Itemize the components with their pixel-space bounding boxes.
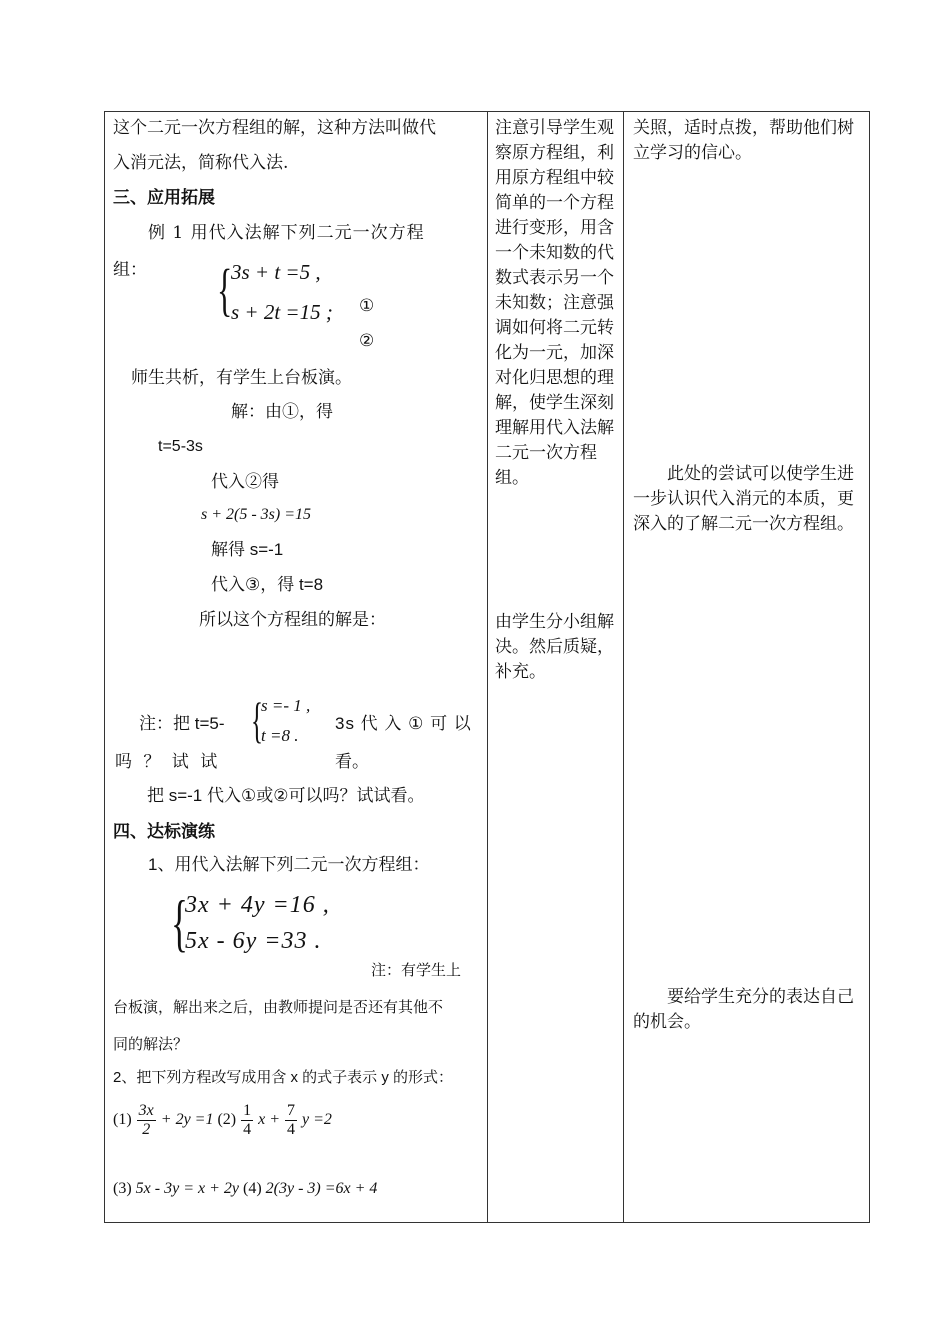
left-brace: { [217, 257, 233, 322]
exercise-title: 1、用代入法解下列二元一次方程组： [148, 855, 430, 874]
body-text: 所以这个方程组的解是： [199, 610, 386, 630]
equation: 5x - 6y =33 . [185, 928, 322, 954]
lesson-table [104, 111, 870, 1223]
equation: 5x - 3y = x + 2y [135, 1180, 239, 1197]
body-text: 代入③，得 t=8 [211, 575, 324, 594]
equation: s + 2(5 - 3s) =15 [201, 506, 312, 523]
note-text: 吗 ？ 试 试 [115, 752, 218, 772]
intro-text: 入消元法，简称代入法. [113, 153, 289, 173]
note-text: 同的解法？ [113, 1035, 189, 1053]
fraction-numerator: 3x [138, 1102, 154, 1119]
section-title: 三、应用拓展 [113, 188, 215, 208]
equation: x + [258, 1111, 281, 1129]
equation: 3s + t =5 , [231, 260, 321, 284]
example-text: 组： [113, 260, 147, 280]
fraction-numerator: 1 [243, 1102, 252, 1119]
exercise-title: 2、把下列方程改写成用含 x 的式子表示 y 的形式： [113, 1069, 454, 1086]
intro-text: 这个二元一次方程组的解，这种方法叫做代 [113, 118, 436, 138]
equation-row [113, 1102, 332, 1139]
guidance-text: 注意引导学生观察原方程组，利用原方程组中较简单的一个方程进行变形，用含一个未知数的代数式表示另一个未知数；注意强调如何将二元转化为一元，加深对化归思想的理解，使学生深刻理解用代入法解二元一次方程组。 [495, 118, 614, 488]
fraction [241, 1102, 253, 1139]
intent-text: 此处的尝试可以使学生进一步认识代入消元的本质，更深入的了解二元一次方程组。 [633, 464, 854, 534]
body-text: t=5-3s [158, 438, 203, 455]
fraction-denominator: 4 [287, 1121, 296, 1138]
example-text: 例 1 用代入法解下列二元一次方程 [148, 223, 425, 243]
fraction [137, 1102, 156, 1139]
equation: 2(3y - 3) =6x + 4 [265, 1180, 378, 1197]
note-text: 注：有学生上 [371, 961, 462, 979]
equation-row [113, 1180, 377, 1198]
note-text: 把 s=-1 代入①或②可以吗？试试看。 [147, 786, 425, 805]
equation: 3x + 4y =16 , [185, 892, 330, 918]
body-text: 解得 s=-1 [211, 540, 284, 559]
intent-text: 要给学生充分的表达自己的机会。 [633, 987, 854, 1032]
equation-label: (4) [242, 1180, 262, 1197]
fraction-numerator: 7 [287, 1102, 296, 1119]
note-text: 台板演，解出来之后，由教师提问是否还有其他不 [113, 998, 444, 1016]
fraction-denominator: 2 [142, 1121, 151, 1138]
fraction-denominator: 4 [243, 1121, 252, 1138]
equation-label: (1) [113, 1111, 132, 1129]
guidance-column [495, 112, 619, 1222]
intent-column [633, 112, 865, 1222]
left-brace: { [171, 887, 188, 958]
equation: s =- 1 , [261, 696, 311, 715]
equation: + 2y =1 [160, 1111, 214, 1129]
left-brace: { [251, 692, 263, 748]
equation: y =2 [302, 1111, 332, 1129]
column-divider [487, 112, 488, 1222]
intent-text: 关照，适时点拨，帮助他们树立学习的信心。 [633, 118, 854, 163]
body-text: 师生共析，有学生上台板演。 [131, 368, 352, 388]
fraction [285, 1102, 297, 1139]
note-text: 3s 代 入 ① 可 以 [335, 714, 472, 733]
circle-mark: ① [359, 296, 375, 316]
content-column [113, 112, 483, 1222]
section-title: 四、达标演练 [113, 822, 215, 842]
note-text: 看。 [335, 752, 369, 772]
equation-label: (3) [113, 1180, 132, 1197]
note-text: 注：把 t=5- [139, 714, 225, 733]
circle-mark: ② [359, 331, 375, 351]
body-text: 代入②得 [211, 472, 279, 492]
equation: t =8 . [261, 726, 299, 745]
column-divider [623, 112, 624, 1222]
equation-label: (2) [217, 1111, 237, 1129]
equation: s + 2t =15 ; [231, 300, 333, 324]
body-text: 解：由①，得 [231, 402, 333, 422]
guidance-text: 由学生分小组解决。然后质疑，补充。 [495, 612, 614, 682]
